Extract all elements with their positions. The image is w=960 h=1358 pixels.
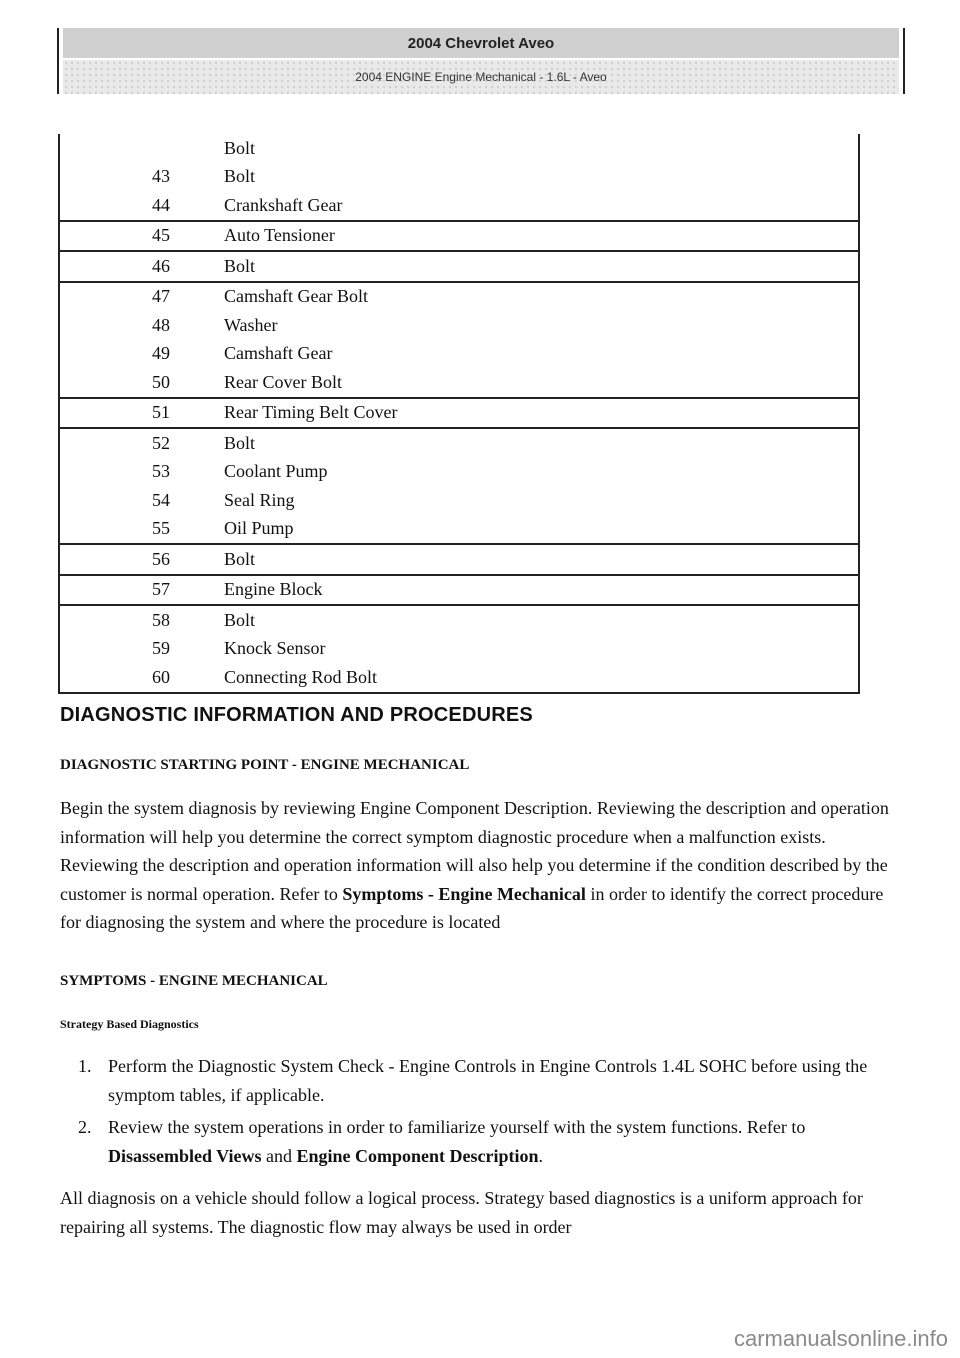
part-name: Engine Block bbox=[224, 579, 323, 600]
list-item bbox=[60, 1052, 900, 1109]
part-number: 49 bbox=[152, 343, 170, 364]
table-row bbox=[59, 191, 859, 221]
table-row bbox=[59, 663, 859, 693]
paragraph-text: in order to identify the correct procedure for diagnosing the system and where the procedure is located bbox=[60, 883, 884, 932]
header-title: 2004 Chevrolet Aveo bbox=[63, 28, 899, 58]
part-number: 60 bbox=[152, 666, 170, 687]
part-name: Rear Timing Belt Cover bbox=[224, 402, 398, 423]
section-heading: DIAGNOSTIC INFORMATION AND PROCEDURES bbox=[60, 704, 533, 726]
table-row bbox=[59, 163, 859, 192]
table-row bbox=[59, 486, 859, 515]
part-name: Knock Sensor bbox=[224, 638, 326, 659]
part-name: Rear Cover Bolt bbox=[224, 371, 342, 392]
table-row bbox=[59, 428, 859, 458]
part-number: 44 bbox=[152, 194, 170, 215]
part-name: Bolt bbox=[224, 166, 256, 187]
part-number: 58 bbox=[152, 609, 170, 630]
table-row bbox=[59, 458, 859, 487]
steps-list bbox=[60, 1052, 900, 1174]
table-row bbox=[59, 134, 859, 163]
watermark: carmanualsonline.info bbox=[733, 1326, 948, 1351]
part-name: Bolt bbox=[224, 548, 256, 569]
part-name: Connecting Rod Bolt bbox=[224, 666, 377, 687]
table-row bbox=[59, 544, 859, 575]
table-row bbox=[59, 221, 859, 252]
link-symptoms-engine-mechanical[interactable]: Symptoms - Engine Mechanical bbox=[342, 883, 586, 904]
table-row bbox=[59, 515, 859, 545]
step-text: . bbox=[538, 1145, 544, 1166]
part-number: 51 bbox=[152, 402, 170, 423]
list-item bbox=[60, 1113, 900, 1170]
step-text: and bbox=[261, 1145, 297, 1166]
part-number: 45 bbox=[152, 225, 170, 246]
part-number: 43 bbox=[152, 166, 170, 187]
table-row bbox=[59, 368, 859, 398]
header-subtitle: 2004 ENGINE Engine Mechanical - 1.6L - Aveo bbox=[63, 60, 899, 94]
part-number: 55 bbox=[152, 518, 170, 539]
table-row bbox=[59, 282, 859, 312]
subheading-symptoms: SYMPTOMS - ENGINE MECHANICAL bbox=[60, 973, 328, 989]
subheading-starting-point: DIAGNOSTIC STARTING POINT - ENGINE MECHANICAL bbox=[60, 757, 470, 773]
table-row bbox=[59, 340, 859, 369]
table-row bbox=[59, 251, 859, 282]
part-number: 47 bbox=[152, 286, 170, 307]
paragraph-starting-point bbox=[60, 794, 900, 937]
parts-table-body bbox=[59, 134, 859, 693]
parts-table bbox=[58, 134, 860, 694]
table-row bbox=[59, 398, 859, 429]
link-disassembled-views[interactable]: Disassembled Views bbox=[108, 1145, 262, 1166]
part-name: Crankshaft Gear bbox=[224, 194, 343, 215]
part-name: Bolt bbox=[224, 255, 256, 276]
part-number: 57 bbox=[152, 579, 170, 600]
part-name: Bolt bbox=[224, 432, 256, 453]
link-engine-component-description[interactable]: Engine Component Description bbox=[296, 1145, 539, 1166]
part-name: Oil Pump bbox=[224, 518, 294, 539]
table-row bbox=[59, 311, 859, 340]
part-number: 54 bbox=[152, 489, 170, 510]
step-number: 2. bbox=[78, 1117, 92, 1137]
part-number: 52 bbox=[152, 432, 170, 453]
subheading-strategy: Strategy Based Diagnostics bbox=[60, 1017, 199, 1031]
paragraph-text: Begin the system diagnosis by reviewing Engine Component Description. Reviewing the description and operation information will help you determine the correct symptom diagnostic procedure when a malfunction exists. Reviewing the description and operation information will also help you determine if the condition described by the customer is normal operation. Refer to bbox=[60, 798, 889, 904]
table-row bbox=[59, 635, 859, 664]
part-name: Coolant Pump bbox=[224, 461, 328, 482]
part-number bbox=[59, 134, 224, 163]
part-number: 46 bbox=[152, 255, 170, 276]
part-name: Camshaft Gear Bolt bbox=[224, 286, 368, 307]
part-name: Camshaft Gear bbox=[224, 343, 333, 364]
part-name: Washer bbox=[224, 314, 278, 335]
part-number: 50 bbox=[152, 371, 170, 392]
table-row bbox=[59, 575, 859, 606]
step-text: Perform the Diagnostic System Check - Engine Controls in Engine Controls 1.4L SOHC before using the symptom tables, if applicable. bbox=[108, 1056, 868, 1105]
step-number: 1. bbox=[78, 1056, 92, 1076]
paragraph-strategy: All diagnosis on a vehicle should follow a logical process. Strategy based diagnostics is a uniform approach for repairing all systems. The diagnostic flow may always be used in order bbox=[60, 1188, 863, 1237]
part-number: 59 bbox=[152, 638, 170, 659]
part-number: 53 bbox=[152, 461, 170, 482]
part-name: Bolt bbox=[224, 609, 256, 630]
table-row bbox=[59, 605, 859, 635]
part-number: 56 bbox=[152, 548, 170, 569]
part-number: 48 bbox=[152, 314, 170, 335]
part-name: Bolt bbox=[224, 137, 256, 158]
part-name: Auto Tensioner bbox=[224, 225, 335, 246]
page-header bbox=[57, 28, 905, 94]
part-name: Seal Ring bbox=[224, 489, 295, 510]
step-text: Review the system operations in order to familiarize yourself with the system functions. Refer to bbox=[108, 1117, 806, 1137]
